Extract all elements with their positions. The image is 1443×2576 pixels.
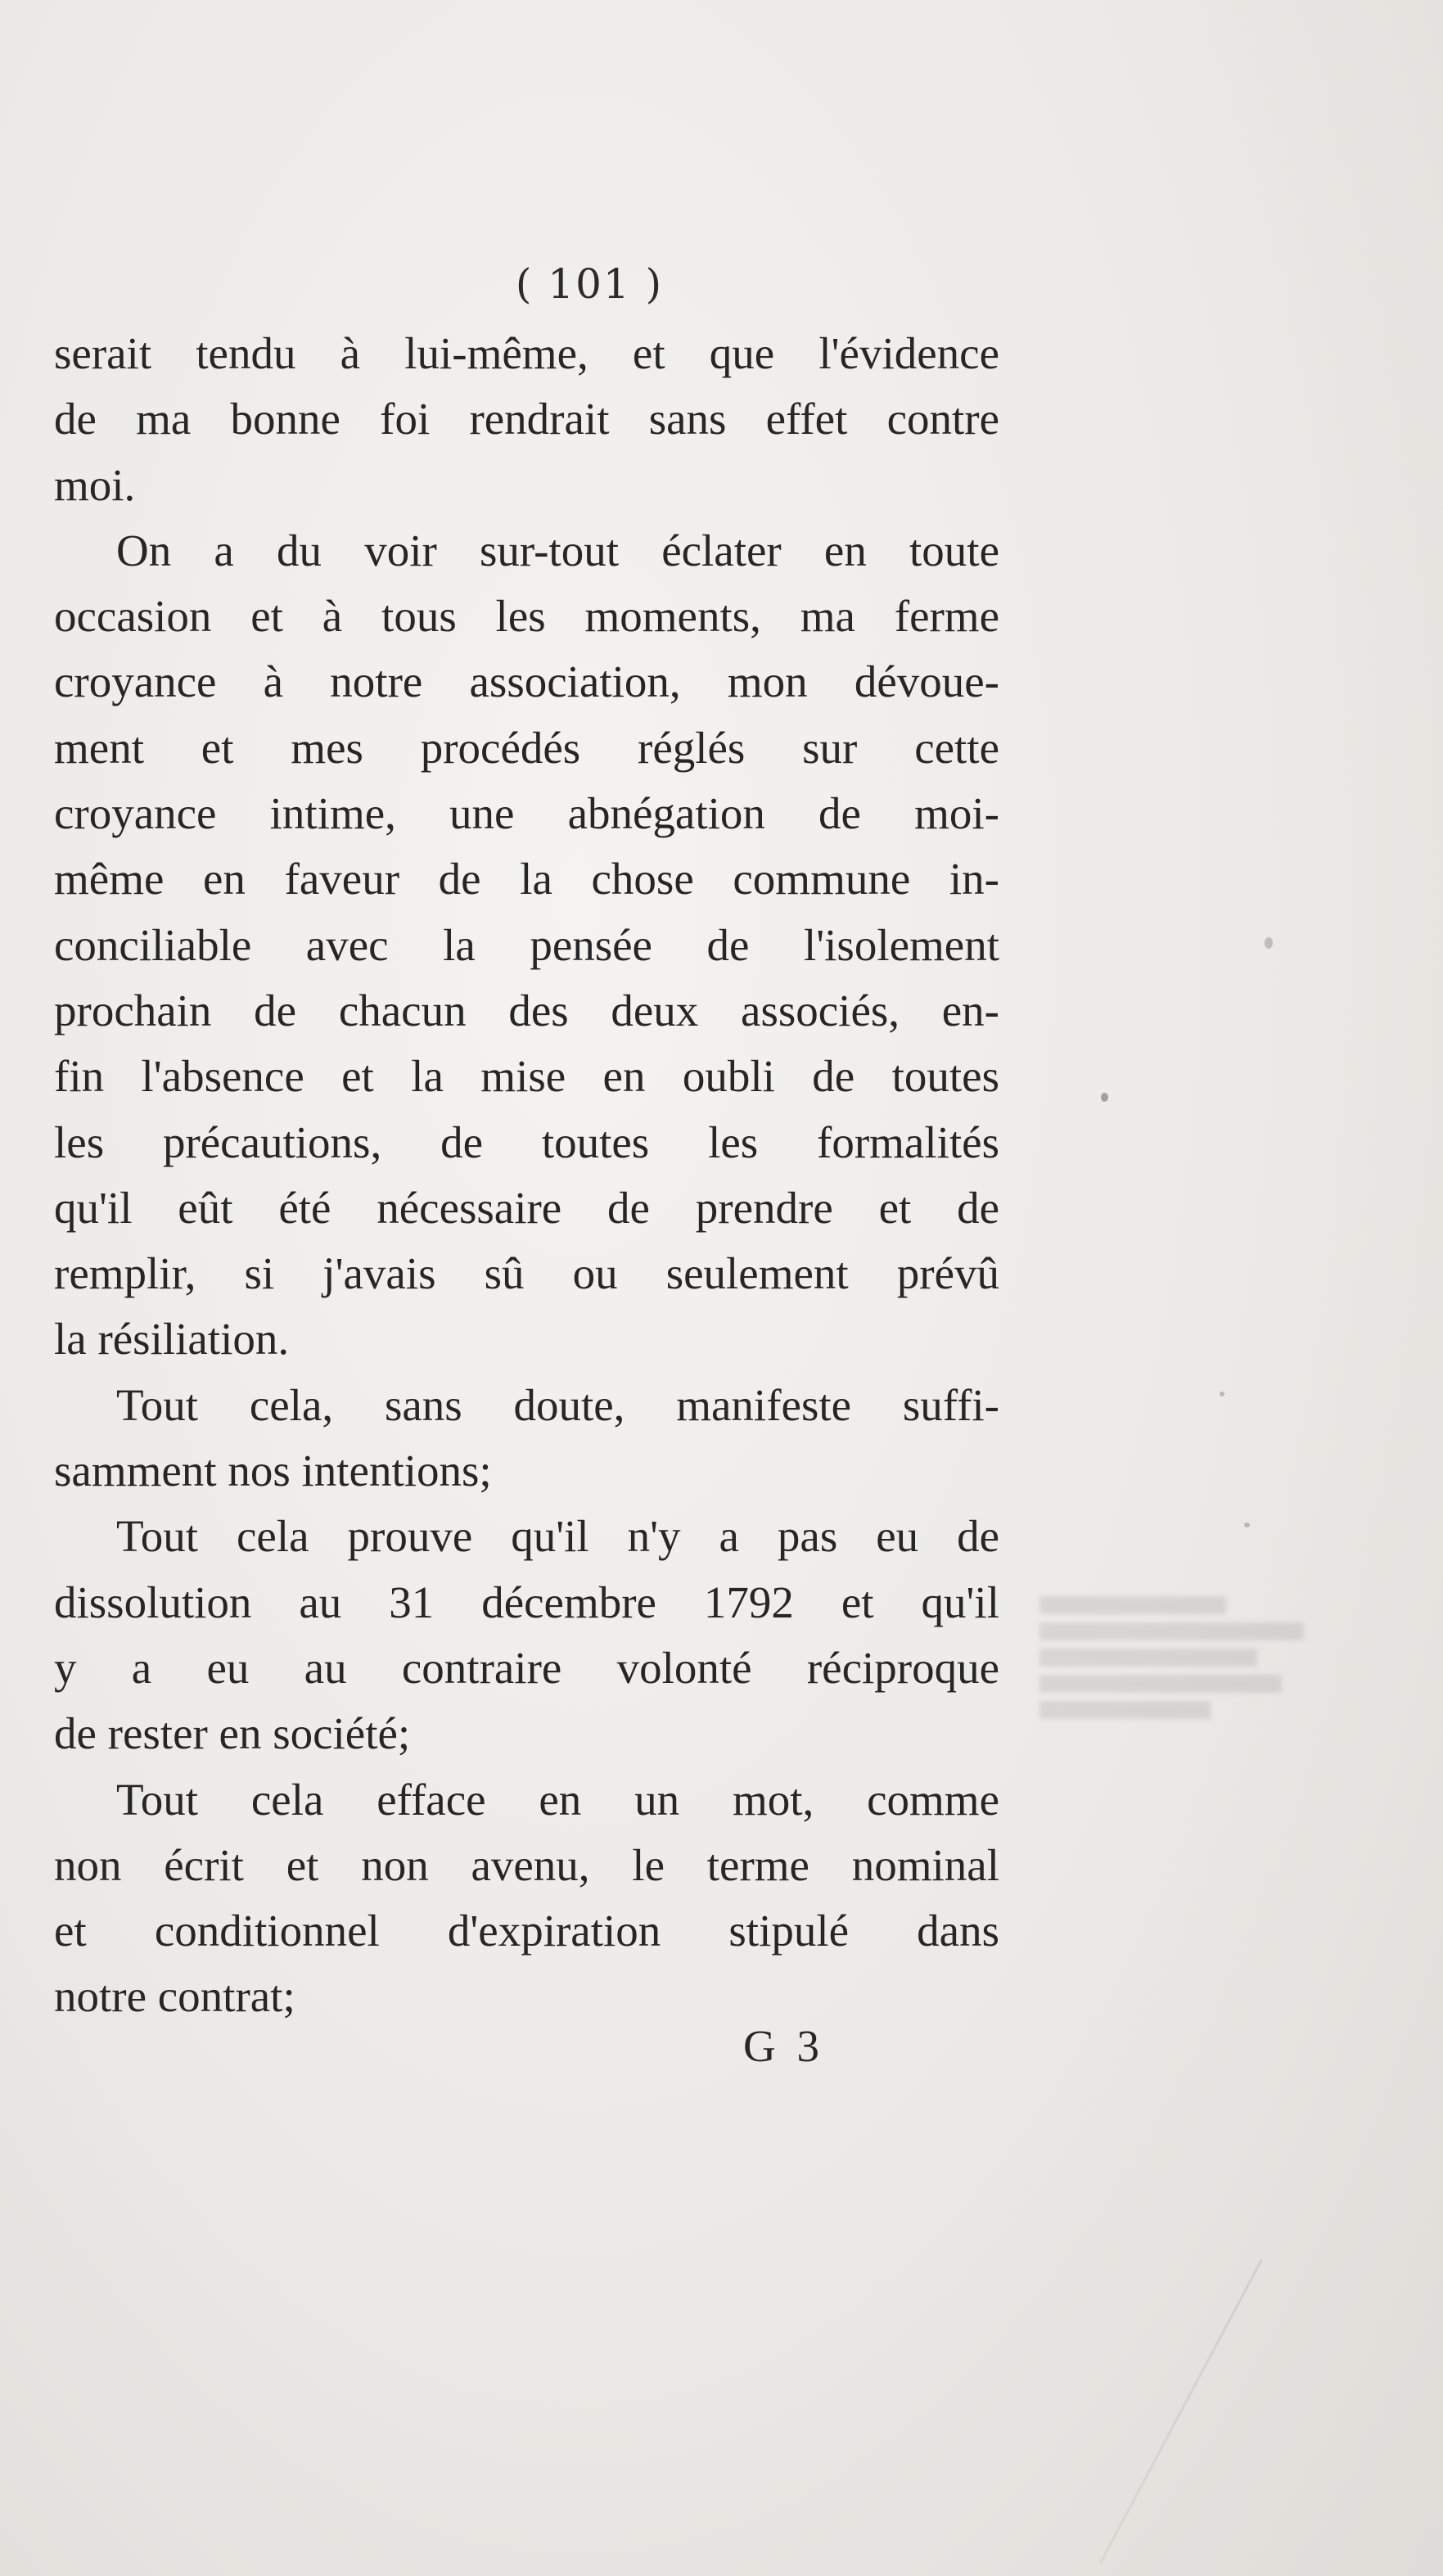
text-line: croyance à notre association, mon dévoue- [54, 656, 999, 707]
text-line: non écrit et non avenu, le terme nominal [54, 1839, 999, 1890]
ink-speck [1101, 1093, 1108, 1102]
text-line: ment et mes procédés réglés sur cette [54, 722, 999, 773]
text-line: les précautions, de toutes les formalités [54, 1117, 999, 1167]
text-line: moi. [54, 459, 136, 510]
text-line: On a du voir sur-tout éclater en toute [116, 525, 999, 575]
text-line: de ma bonne foi rendrait sans effet contre [54, 394, 999, 444]
ink-speck [1265, 937, 1273, 949]
text-line: la résiliation. [54, 1314, 290, 1365]
text-line: fin l'absence et la mise en oubli de toutes [54, 1051, 999, 1102]
text-line: y a eu au contraire volonté réciproque [54, 1642, 999, 1693]
text-line: remplir, si j'avais sû ou seulement prévû [54, 1248, 999, 1299]
show-through-bleed [1039, 1588, 1351, 1834]
text-line: dissolution au 31 décembre 1792 et qu'il [54, 1577, 999, 1627]
text-line: de rester en société; [54, 1708, 411, 1759]
ink-speck [1220, 1392, 1224, 1396]
paper-crease [1099, 2259, 1263, 2564]
page-number: ( 101 ) [515, 260, 664, 308]
text-line: samment nos intentions; [54, 1446, 492, 1496]
body-text [54, 321, 999, 2030]
text-line: Tout cela, sans doute, manifeste suffi- [116, 1379, 999, 1430]
ink-speck [1244, 1523, 1250, 1527]
text-line: Tout cela prouve qu'il n'y a pas eu de [116, 1511, 999, 1562]
text-line: notre contrat; [54, 1971, 295, 2022]
text-line: Tout cela efface en un mot, comme [116, 1774, 999, 1825]
text-line: qu'il eût été nécessaire de prendre et de [54, 1182, 999, 1233]
text-line: croyance intime, une abnégation de moi- [54, 788, 999, 839]
text-line: prochain de chacun des deux associés, en- [54, 985, 999, 1035]
text-line: occasion et à tous les moments, ma ferme [54, 591, 999, 642]
signature-mark: G 3 [743, 2021, 824, 2071]
text-line: et conditionnel d'expiration stipulé dans [54, 1906, 999, 1956]
text-line: serait tendu à lui-même, et que l'évidence [54, 328, 999, 378]
text-line: même en faveur de la chose commune in- [54, 854, 999, 905]
text-line: conciliable avec la pensée de l'isolement [54, 919, 999, 970]
